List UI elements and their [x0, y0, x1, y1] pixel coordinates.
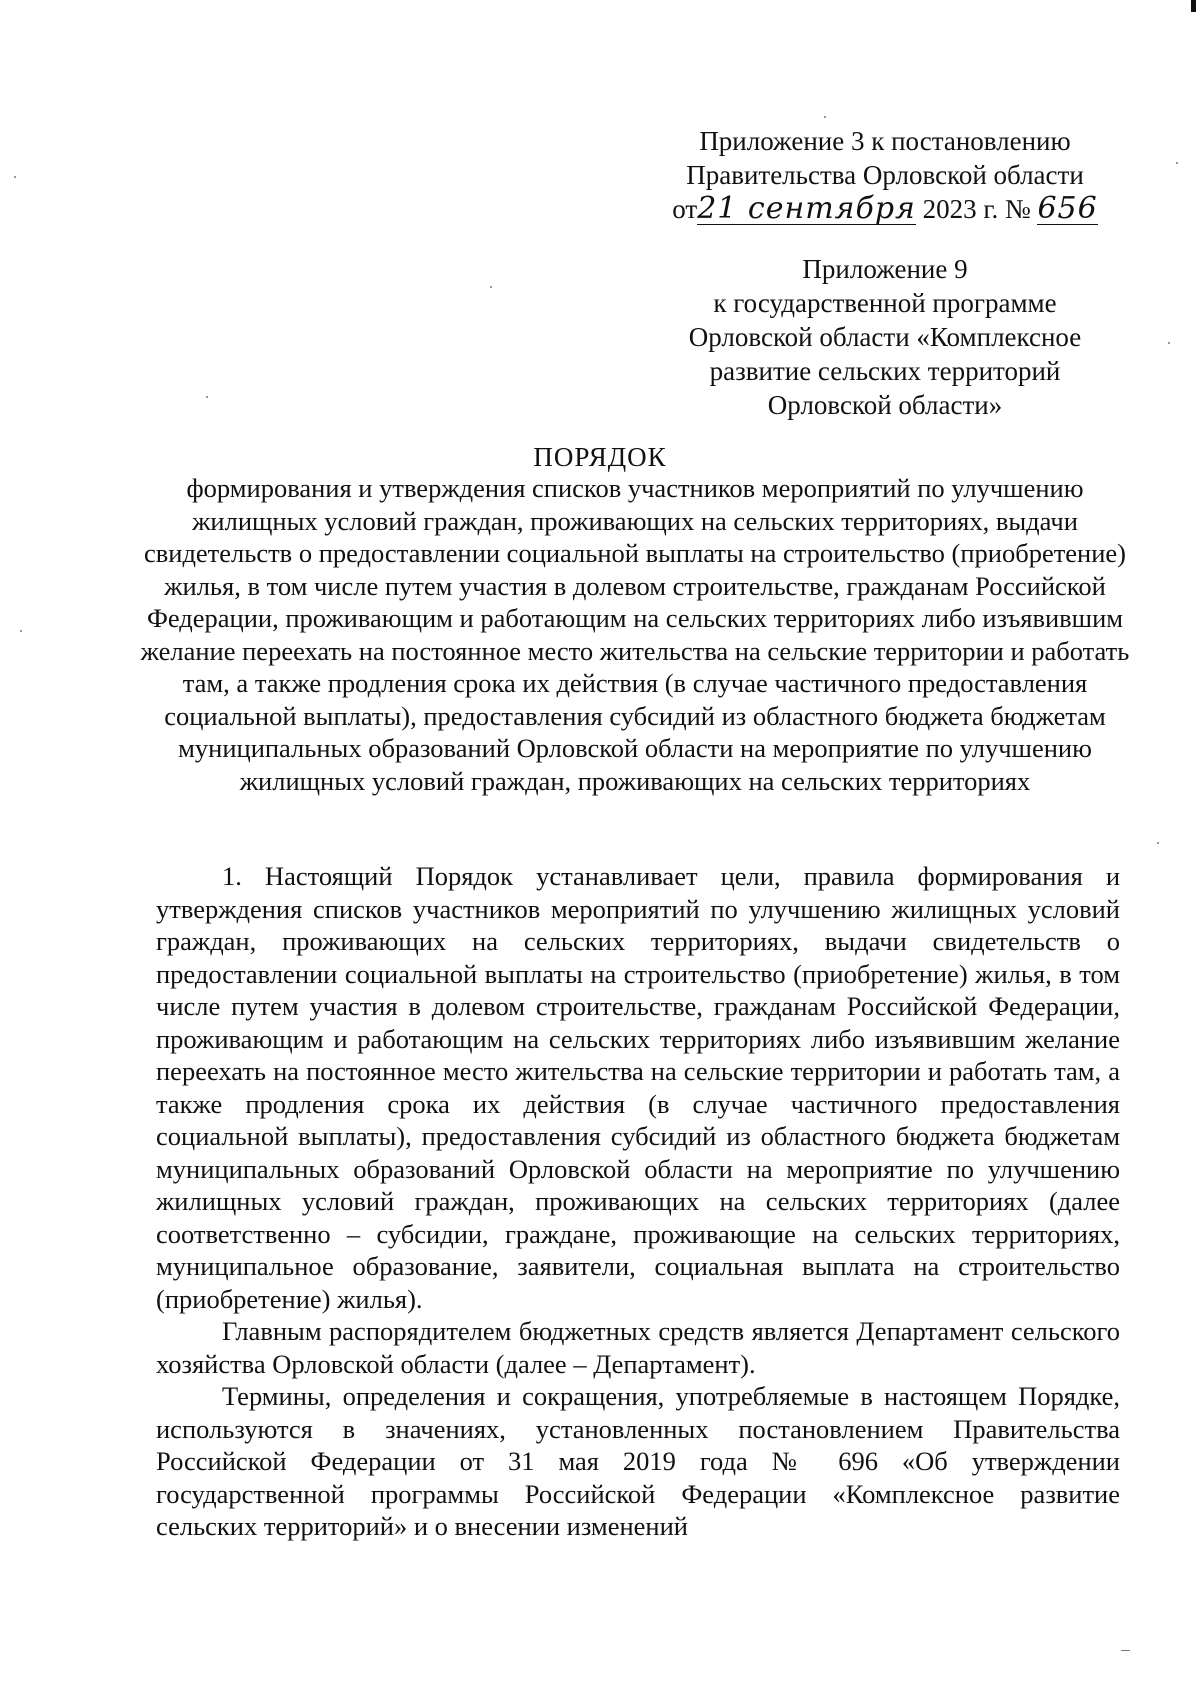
- date-year: 2023 г. №: [922, 194, 1031, 224]
- document-title: ПОРЯДОК: [533, 442, 667, 472]
- appendix-date-line: [650, 192, 1120, 226]
- program-appendix-line: к государственной программе: [713, 288, 1057, 318]
- paragraph: 1. Настоящий Порядок устанавливает цели, правила формирования и утверждения списков участников мероприятий по улучшению жилищных условий граждан, проживающих на сельских территориях, выдачи свидетельств о предоставлении социальной выплаты на строительство (приобретение) жилья, в том числе путем участия в долевом строительстве, гражданам Российской Федерации, проживающим и работающим на сельских территориях либо изъявившим желание переехать на постоянное место жительства на сельские территории и работать там, а также продления срока их действия (в случае частичного предоставления социальной выплаты), предоставления субсидий из областного бюджета бюджетам муниципальных образований Орловской области на мероприятие по улучшению жилищных условий граждан, проживающих на сельских территориях (далее соответственно – субсидии, граждане, проживающие на сельских территориях, муниципальное образование, заявители, социальная выплата на строительство (приобретение) жилья).: [156, 861, 1120, 1314]
- paragraph: Термины, определения и сокращения, употребляемые в настоящем Порядке, используются в значениях, установленных постановлением Правительства Российской Федерации от 31 мая 2019 года № 696 «Об утверждении государственной программы Российской Федерации «Комплексное развитие сельских территорий» и о внесении изменений: [156, 1381, 1120, 1541]
- program-appendix-line: Орловской области «Комплексное: [688, 322, 1082, 352]
- document-subtitle: формирования и утверждения списков участников мероприятий по улучшению жилищных условий граждан, проживающих на сельских территориях, выдачи свидетельств о предоставлении социальной выплаты на строительство (приобретение) жилья, в том числе путем участия в долевом строительстве, гражданам Российской Федерации, проживающим и работающим на сельских территориях либо изъявившим желание переехать на постоянное место жительства на сельские территории и работать там, а также продления срока их действия (в случае частичного предоставления социальной выплаты), предоставления субсидий из областного бюджета бюджетам муниципальных образований Орловской области на мероприятие по улучшению жилищных условий граждан, проживающих на сельских территориях: [140, 473, 1130, 796]
- program-appendix-header: [650, 252, 1120, 422]
- handwritten-number: 656: [1037, 191, 1098, 226]
- paragraph: Главным распорядителем бюджетных средств является Департамент сельского хозяйства Орловской области (далее – Департамент).: [156, 1316, 1120, 1379]
- document-body: [156, 860, 1120, 1543]
- appendix-header: [650, 124, 1120, 226]
- handwritten-date: 21 сентября: [697, 191, 916, 226]
- scan-corner-mark: [1191, 0, 1196, 12]
- appendix-line-2: Правительства Орловской области: [686, 160, 1084, 190]
- program-appendix-line: Приложение 9: [802, 254, 968, 284]
- date-prefix: от: [672, 194, 698, 224]
- program-appendix-line: развитие сельских территорий: [709, 356, 1061, 386]
- program-appendix-line: Орловской области»: [767, 390, 1003, 420]
- appendix-line-1: Приложение 3 к постановлению: [699, 126, 1071, 156]
